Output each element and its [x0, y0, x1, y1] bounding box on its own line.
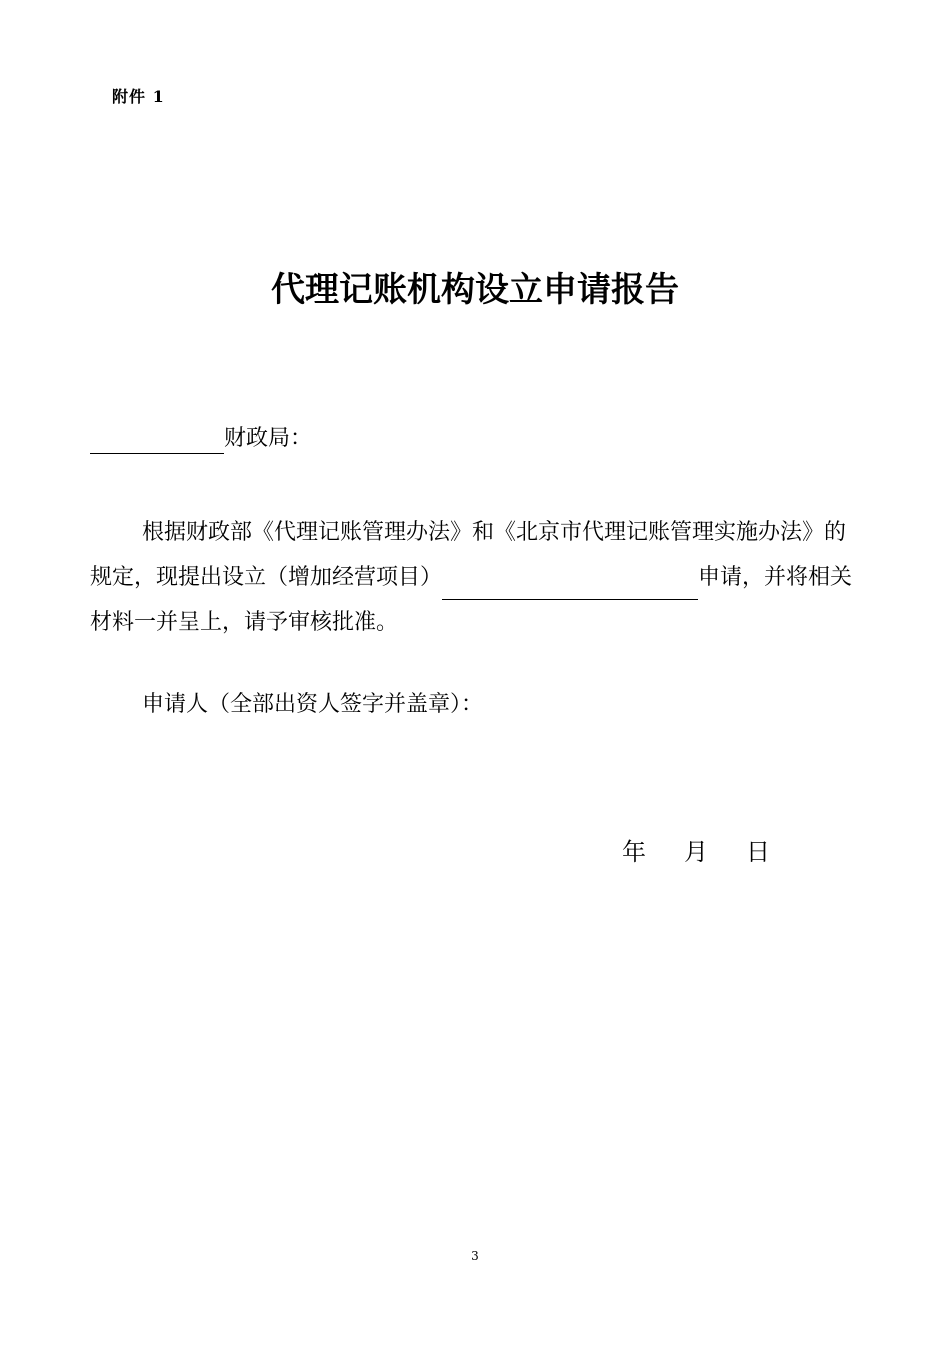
body-text-part2: 申请，并将相关材料一并呈上，请予审核批准。 [90, 565, 853, 635]
salutation [90, 424, 312, 454]
date-day: 日 [746, 838, 770, 866]
attachment-label: 附件 1 [112, 87, 165, 106]
page-number: 3 [471, 1249, 479, 1263]
date-line [622, 836, 770, 868]
finance-bureau-blank[interactable] [90, 425, 224, 454]
document-title: 代理记账机构设立申请报告 [271, 270, 679, 310]
date-month: 月 [684, 838, 708, 866]
body-paragraph [90, 510, 860, 645]
applicant-line: 申请人（全部出资人签字并盖章）： [142, 692, 484, 717]
body-text-part1: 根据财政部《代理记账管理办法》和《北京市代理记账管理实施办法》的规定，现提出设立（增加经营项目） [90, 520, 847, 590]
date-year: 年 [622, 838, 646, 866]
application-item-blank[interactable] [442, 569, 698, 600]
salutation-suffix: 财政局： [224, 426, 313, 451]
